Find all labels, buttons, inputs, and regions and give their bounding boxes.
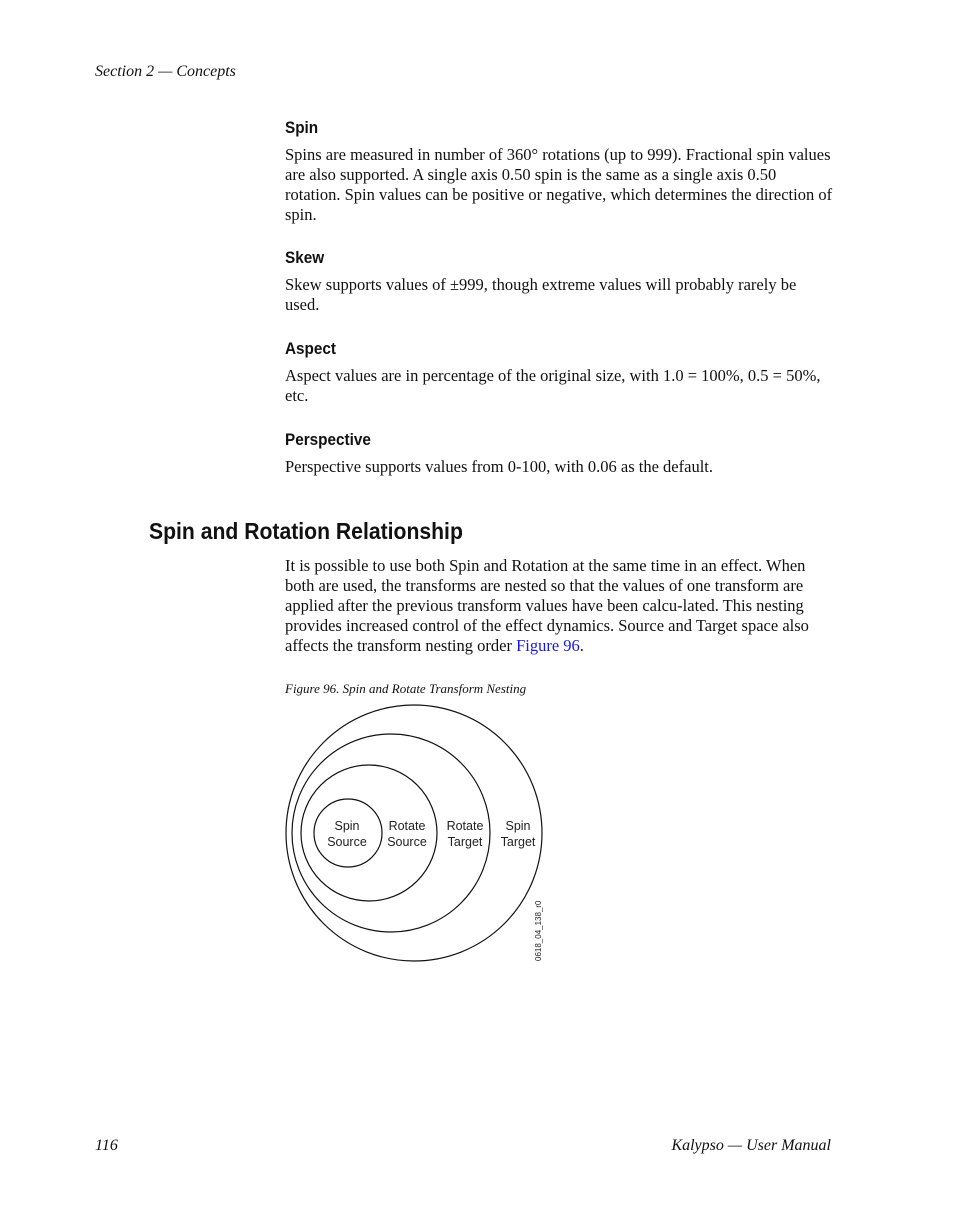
relationship-heading: Spin and Rotation Relationship bbox=[149, 518, 463, 544]
skew-paragraph: Skew supports values of ±999, though extreme values will probably rarely be used. bbox=[285, 275, 797, 314]
page-number: 116 bbox=[95, 1137, 118, 1154]
spin-source-label-2: Source bbox=[327, 835, 367, 849]
spin-target-label-2: Target bbox=[500, 835, 536, 849]
nesting-diagram bbox=[280, 702, 555, 972]
relationship-text: It is possible to use both Spin and Rotation at the same time in an effect. When both are used, the transforms are nested so that the values of one transform are applied after the previous transform values have been calcu-lated. This nesting provides increased control of the effect dynamics. Source and Target space also affects the transform nesting order bbox=[285, 556, 809, 655]
spin-section bbox=[285, 118, 833, 225]
rotate-target-label-2: Target bbox=[447, 835, 483, 849]
rotate-target-circle bbox=[292, 734, 490, 932]
rotate-source-label-2: Source bbox=[387, 835, 427, 849]
manual-title: Kalypso — User Manual bbox=[671, 1137, 831, 1154]
relationship-section bbox=[285, 556, 833, 656]
figure-caption: Figure 96. Spin and Rotate Transform Nesting bbox=[285, 681, 527, 696]
spin-target-circle bbox=[286, 705, 542, 961]
aspect-paragraph: Aspect values are in percentage of the original size, with 1.0 = 100%, 0.5 = 50%, etc. bbox=[285, 366, 821, 405]
aspect-section bbox=[285, 339, 833, 406]
spin-heading: Spin bbox=[285, 118, 319, 137]
figure-96-link[interactable]: Figure 96 bbox=[516, 636, 580, 655]
spin-source-label-1: Spin bbox=[334, 819, 360, 833]
relationship-period: . bbox=[579, 636, 584, 655]
skew-section bbox=[285, 248, 833, 315]
skew-heading: Skew bbox=[285, 248, 325, 267]
relationship-paragraph bbox=[285, 556, 833, 656]
rotate-source-circle bbox=[301, 765, 437, 901]
perspective-paragraph: Perspective supports values from 0-100, with 0.06 as the default. bbox=[285, 457, 713, 476]
rotate-source-label-1: Rotate bbox=[388, 819, 426, 833]
spin-source-circle bbox=[314, 799, 382, 867]
running-header: Section 2 — Concepts bbox=[95, 63, 236, 80]
perspective-heading: Perspective bbox=[285, 430, 371, 449]
aspect-heading: Aspect bbox=[285, 339, 337, 358]
spin-paragraph: Spins are measured in number of 360° rotations (up to 999). Fractional spin values are also supported. A single axis 0.50 spin is the same as a single axis 0.50 rotation. Spin values can be positive or negative, which determines the direction of spin. bbox=[285, 145, 833, 224]
rotate-target-label-1: Rotate bbox=[446, 819, 484, 833]
perspective-section bbox=[285, 430, 833, 477]
spin-target-label-1: Spin bbox=[505, 819, 531, 833]
figure-id: 0618_04_138_r0 bbox=[534, 900, 543, 961]
